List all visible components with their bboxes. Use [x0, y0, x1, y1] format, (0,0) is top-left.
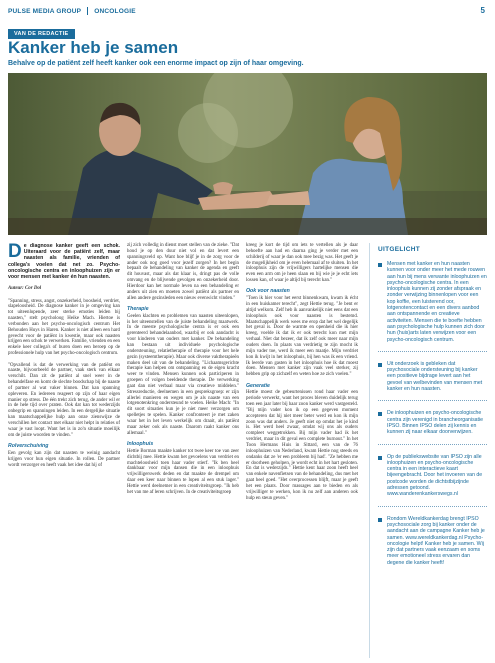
- paragraph: "Opvallend is dat de verwerking van de patiënt en naaste, bijvoorbeeld de partner, vaak sterk van elkaar verschilt. Dan zit de patiënt al snel weer in de behandelfase en komt de slechte boodschap bij de naaste of partner al wat vaker binnen. Dat kan spanning opleveren. En iedereen reageert op zijn of haar eigen manier op stress. De één trekt zich terug, de ander wil er in de hele tijd over praten. Ook dat kan tot wederzijds onbegrip en spanningen leiden. In een dergelijke situatie kan maatschappelijke hulp aan onze zienswijze de verschillen het contact met elkaar niet helpt in relaties of waar je vast loopt. Want het is in zo'n situatie moeilijk om de juiste woorden te vinden.": [8, 362, 120, 438]
- square-bullet-icon: [378, 518, 382, 522]
- page-number: 5: [480, 6, 485, 15]
- square-bullet-icon: [378, 456, 382, 460]
- sidebar-title: UITGELICHT: [378, 246, 420, 253]
- article-lead: [8, 243, 120, 280]
- tip-text: Mensen met kanker en hun naasten kunnen voor onder meer het mede rouwen aan hun bij mens verwante inloophuizen en psycho-oncologische centra. In een inloophuis kunnen zij zonder afspraak en zonder verwijzing binnenlopen voor een kop koffie, een luisterend oor, lotgenotencontact en een divers aanbod aan ontspannende en creatieve activiteiten. Mensen die te boefte hebben aan psychologische hulp kunnen zich door hun (huis)arts laten verwijzen voor een psycho-oncologisch centrum.: [387, 261, 487, 343]
- subheading: Ook voor naasten: [246, 288, 290, 295]
- paragraph: Een gevolg kan zijn dat naasten te weinig aandacht krijgen voor hun eigen situatie. In rollen. De partner wordt verzorger en heeft vaak het idee dat hij of: [8, 450, 120, 468]
- subheading: Generatie: [246, 382, 270, 389]
- tip-text: Op de publiekswebsite van IPSO zijn alle inloophuizen en psycho-oncologische centra in een interactieve kaart bijeengebracht. Door het invoeren van de postcode worden de dichtstbijzijnde adressen getoond. www.wanderenkankerswegs.nl: [387, 453, 483, 498]
- brand-name: PULSE MEDIA GROUP: [8, 7, 82, 15]
- header-divider: [87, 7, 88, 15]
- page-header: [0, 0, 495, 22]
- article-title: Kanker heb je samen: [8, 38, 179, 57]
- paragraph: "Toen ik hier voor het eerst binnenkwam, kwam ik écht in een huiskamer terecht", zegt Hettie terug. "Je bent er altijd welkom. Zelf heb ik aanvankelijk niet eens dat een inloophuis ook voor naasten is bestemd. Maatschappelijk werk wees me erop dat het wel degelijk het geval is. Door de warmte en openheid die ik hier kreeg, voelde ik dat ik er ook terecht kon met mijn verhaal. Niet dat bezeer, dat ik zelf ook meer naar mijn ouders doen. In plaats van verdrietig te zijn mocht ik mijn vader toe, werd ik meer een maatje. Mijn verdriet kon ik kwijt in het inloophuis, bij hen was ik een vriend. Ik leerde van gasten in het inloophuis hoe ik dat moest doen. Mensen met kanker zijn vaak veel sterker, zij hebben grip op zichzelf en weten hoe ze zich voelen.": [246, 296, 358, 378]
- subheading: Inloophuis: [127, 441, 154, 447]
- square-bullet-icon: [378, 412, 382, 416]
- square-bullet-icon: [378, 363, 382, 367]
- paragraph: Hettie moest de gebeurtenissen rond haar vader een periode verwerkt, want het proces bleven duidelijk terug toen een jaar later bij haar zoon kanker werd vastgesteld. "Bij mijn vader kon ik op een gegeven moment accepteren dat hij niet meer beter werd en kon ik mijn zoon was dat anders. Je geeft niet op omdat het je kind is. Het werd heel zwaar, omdat wij ons als ouders compleet weggetrokken. Bij mijn vader had ik het verdriet, maar in dit geval een complete burnout." In het Toon Hermans Huis in Sittard, een van de 76 inloophuizen van Nederland, kwam Hettie nog steeds en ondanks dat ze 'er een probleem bij had'. "Ze hebben me er doorheen geholpen, je wordt echt in het hart gesloten. En dat is wederzijds." Hettie kent haar zoon heeft heel van enkele navenfietsen van de behandeling, dus met het gaat heel goed. "Het overprocessen blijft, maar je geeft het een plaats. Door massages aan te bieden en als vrijwilliger te werken, kon ik nu zelf aan anderen ook hulp en steun geven.": [246, 390, 358, 501]
- article-column-1: [8, 243, 120, 474]
- square-bullet-icon: [378, 263, 382, 267]
- sidebar-tip: [378, 361, 487, 401]
- article-subtitle: Behalve op de patiënt zelf heeft kanker ook een enorme impact op zijn of haar omgeving.: [8, 60, 304, 67]
- paragraph: Hettie Borman maakte kanker tot twee keer toe van zeer dichtbij mee. Hettie kwam het gevoelens van verdriet en machteloosheid toen haar vader stierf. "Ik ben heel dankbaar voor mijn dansen die in een inloophuis vrijwilligerswerk deden en dat maakte de drempel om daar een keer naar binnen te lopen al een stuk lager." Hettie werd deelnemer in een creativiteitsgroep. "Ik heb het van me af leren schrijven. In de creativiteitsgroep: [127, 448, 239, 495]
- section-name: ONCOLOGIE: [94, 7, 136, 15]
- sidebar-tip: [378, 516, 487, 574]
- lead-text: e diagnose kanker geeft een schok. Uiteraard voor de patiënt zelf, maar naasten als familie, vrienden of collega's voelen dat net zo. Psycho-oncologische centra en inloophuizen zijn er voor mensen met kanker én hun naasten.: [8, 243, 120, 281]
- tip-text: De inloophuizen en psycho-oncologische centra zijn verenigd in brancheorganisatie IPSO. Binnen IPSO delen zij kennis en kunnen zij naar elkaar doorverwijzen.: [387, 410, 484, 436]
- paragraph: kreeg je kort de tijd om iets te vertellen als je daar behoefte aan had en daarna ging je verder met een schilderij of waar je dan ook mee bezig was. Het geeft je de mogelijkheid om je even helemaal af te sluiten. In het inloophuis zijn de vrijwilligers hartelijke mensen die even een arm om je heen slaan en bij wie je je echt iets lossen kan, of waar je altijd bij terecht kan.": [246, 243, 358, 284]
- tip-text: Rondom Wereldkankerdag brengt IPSO psychosociale zorg bij kanker onder de aandacht aan de campagne Kanker heb je samen. www.wereldkankerdag.nl Psycho-oncologie helpt! Kanker heb je samen. Wij zijn dat partners vaak eenzaam en soms meer emotioneel stress ervaren dan degene die kanker heeft!: [387, 515, 485, 566]
- sidebar-tip: [378, 261, 487, 352]
- photo-couple-icon: [8, 73, 487, 235]
- subheading: Rolverschuiving: [8, 442, 49, 449]
- article-column-3: [246, 243, 358, 507]
- column-tag: VAN DE REDACTIE: [8, 29, 75, 39]
- drop-cap: D: [8, 241, 22, 262]
- paragraph: zij zich volledig in dienst moet stellen van de zieke. "Dat houd je op den duur niet vol en dat levert een spanningsveld op. Want hoe blijf je in de zorg voor de ander ook nog goed voor jezelf zorgen? In het begin bepaalt de behandeling van kanker de agenda en geeft dit houvast, maar als dat klaar is, dringt pas de volle omvang en de blijvende gevolgen en onzekerheid door. Hierdoor kan het normale leven na een behandeling er anders uit zien en moeten zowel patiënt als partner en allen andere gezinsleden een nieuw evenwicht vinden.": [127, 243, 239, 301]
- highlight-sidebar: [369, 243, 487, 658]
- paragraph: "Spanning, stress, angst, onzekerheid, boosheid, verdriet, slapeloosheid. De diagnose kanker in je omgeving kan tot uiteenlopende, zeer sterke emoties leiden bij naasten," stelt psycholoog Heike Mach. Hiertoe is verbonden aan het psycho-oncologisch centrum Het Behouden Huys in Haren. Kanker is niet alleen een hard gevecht voor de patiënt in kwestie, maar ook naasten krijgen een schok te verwerken. Familie, vrienden en een enkele keer collega's of buren doen een beroep op de professionele hulp van het psycho-oncologisch centrum.: [8, 298, 120, 357]
- paragraph: Geelen klachten en problemen van naasten uiteenlopen, is het uiteenstellen van de juiste behandeling maatwerk. In de meeste psychologische centra is er ook een gerenteerd behandelaanbod, waarbij er ook aandacht is voor kinderen van ouders met kanker. De behandeling kan bestaan uit individuele psychologische ondersteuning, relatietherapie of therapie voor het hele gezin (systeemtherapie). Maar ook diverse vaktherapieën maken deel uit van de behandeling. "Lichaamsgerichte therapie kan helpen om ontspanning en de eigen kracht weer te vinden. Mensen kunnen ook participeren in groepen of volgen beeldende therapie. De verwerking gaat dan niet verbaal maar via creatieve middelen." Stressreductie, deelnemen in een gespreksgroep: er zijn allerlei manieren en wegen om je als naaste van een lotgenotenkring ondersteund te voelen. Heike Mach: "In dit soort situaties kun je je niet meer verzorgen om spelletjes te spelen. Kanker confronteert je met zaken waar het in het leven werkelijk om draait, als patiënt maar zeker ook als naaste. Daarom raakt kanker ons allemaal.": [127, 313, 239, 436]
- tip-text: Uit onderzoek is gebleken dat psychosociale ondersteuning bij kanker een positieve bijdrage levert aan het gevoel van welbevinden van mensen met kanker en hun naasten.: [387, 360, 483, 393]
- article-column-2: [127, 243, 239, 501]
- subheading: Therapie: [127, 305, 149, 312]
- article-author: Auteur: Cor Dol: [8, 285, 42, 291]
- sidebar-tip: [378, 454, 487, 507]
- article-photo: [8, 73, 487, 235]
- sidebar-tip: [378, 410, 487, 444]
